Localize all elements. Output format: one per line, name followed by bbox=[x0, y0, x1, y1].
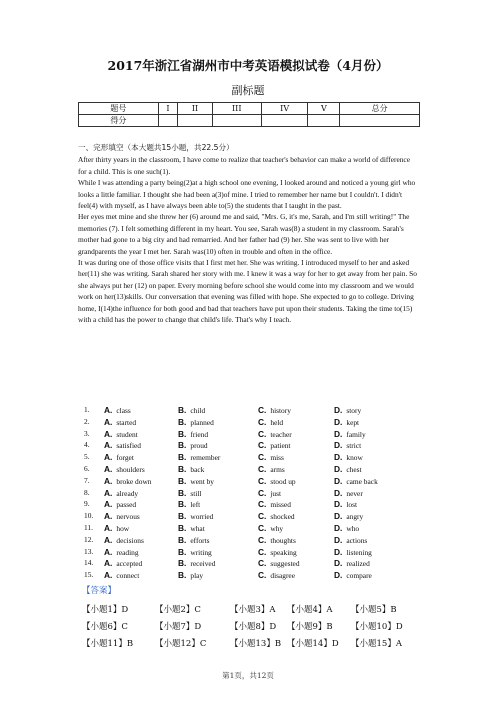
option-letter: A. bbox=[104, 558, 113, 569]
option-row bbox=[78, 523, 420, 535]
option-a bbox=[104, 570, 139, 580]
option-letter: C. bbox=[258, 511, 267, 522]
option-letter: B. bbox=[178, 546, 187, 557]
option-b bbox=[178, 405, 205, 415]
option-a bbox=[104, 405, 131, 415]
option-letter: C. bbox=[258, 428, 267, 439]
option-b bbox=[178, 523, 205, 533]
answer-item: 【小题14】D bbox=[287, 639, 339, 649]
option-letter: D. bbox=[334, 522, 343, 533]
option-a bbox=[104, 511, 140, 521]
option-letter: C. bbox=[258, 463, 267, 474]
passage-block bbox=[78, 142, 420, 326]
option-a bbox=[104, 417, 136, 427]
option-letter: D. bbox=[334, 534, 343, 545]
option-letter: A. bbox=[104, 534, 113, 545]
question-number: 14. bbox=[84, 558, 94, 568]
option-d bbox=[334, 535, 367, 545]
option-letter: A. bbox=[104, 416, 113, 427]
option-text: forget bbox=[116, 453, 134, 463]
option-d bbox=[334, 511, 363, 521]
question-number: 15. bbox=[84, 570, 94, 580]
option-letter: D. bbox=[334, 475, 343, 486]
section-heading: 一、完形填空（本大题共15小题，共22.5分） bbox=[78, 143, 234, 152]
option-b bbox=[178, 570, 203, 580]
answer-item: 【小题1】D bbox=[82, 605, 129, 615]
question-number: 1. bbox=[84, 405, 90, 414]
score-cell bbox=[158, 115, 178, 127]
option-text: how bbox=[116, 523, 130, 533]
option-d bbox=[334, 405, 361, 415]
score-cell bbox=[340, 115, 420, 127]
option-letter: C. bbox=[258, 522, 267, 533]
option-letter: C. bbox=[258, 405, 267, 415]
option-c bbox=[258, 464, 285, 474]
option-letter: B. bbox=[178, 487, 187, 498]
option-a bbox=[104, 488, 138, 498]
option-text: friend bbox=[190, 429, 209, 439]
option-b bbox=[178, 558, 215, 568]
option-letter: C. bbox=[258, 416, 267, 427]
option-letter: B. bbox=[178, 452, 187, 463]
option-text: remember bbox=[190, 453, 221, 463]
option-text: nervous bbox=[116, 512, 140, 522]
option-text: broke down bbox=[116, 476, 152, 486]
score-header-cell: II bbox=[178, 103, 212, 115]
score-cell bbox=[212, 115, 261, 127]
option-text: family bbox=[346, 429, 366, 439]
score-table-score-row bbox=[79, 115, 420, 127]
option-d bbox=[334, 464, 362, 474]
option-row bbox=[78, 570, 420, 582]
option-a bbox=[104, 452, 134, 462]
option-c bbox=[258, 476, 296, 486]
option-text: who bbox=[346, 523, 360, 533]
option-letter: B. bbox=[178, 499, 187, 510]
option-b bbox=[178, 452, 220, 462]
answer-item: 【小题3】A bbox=[230, 605, 276, 615]
option-b bbox=[178, 547, 212, 557]
option-row bbox=[78, 499, 420, 511]
option-letter: D. bbox=[334, 499, 343, 510]
option-text: stood up bbox=[270, 476, 296, 486]
option-text: planned bbox=[190, 417, 214, 427]
option-text: kept bbox=[346, 417, 360, 427]
option-letter: B. bbox=[178, 558, 187, 569]
option-c bbox=[258, 535, 296, 545]
option-text: strict bbox=[346, 441, 362, 451]
option-letter: A. bbox=[104, 452, 113, 463]
question-number: 6. bbox=[84, 463, 90, 473]
score-header-cell: 总分 bbox=[340, 103, 420, 115]
option-letter: A. bbox=[104, 522, 113, 533]
score-header-cell: IV bbox=[261, 103, 308, 115]
option-text: just bbox=[270, 488, 282, 498]
option-d bbox=[334, 440, 361, 450]
question-number: 3. bbox=[84, 428, 90, 438]
option-letter: C. bbox=[258, 499, 267, 510]
options-list bbox=[78, 405, 420, 582]
option-c bbox=[258, 405, 291, 415]
answer-item: 【小题12】C bbox=[155, 639, 207, 649]
option-text: worried bbox=[190, 512, 214, 522]
option-text: arms bbox=[270, 464, 285, 474]
option-d bbox=[334, 547, 372, 557]
option-d bbox=[334, 570, 372, 580]
option-text: already bbox=[116, 488, 139, 498]
answer-item: 【小题11】B bbox=[82, 639, 134, 649]
option-a bbox=[104, 429, 138, 439]
option-letter: C. bbox=[258, 534, 267, 545]
option-row bbox=[78, 429, 420, 441]
answer-heading: 【答案】 bbox=[82, 586, 117, 596]
score-header-cell: V bbox=[308, 103, 340, 115]
option-text: thoughts bbox=[270, 535, 296, 545]
answer-item: 【小题7】D bbox=[155, 622, 202, 632]
option-c bbox=[258, 558, 300, 568]
question-number: 8. bbox=[84, 487, 90, 497]
option-text: passed bbox=[116, 500, 137, 510]
option-d bbox=[334, 476, 378, 486]
option-d bbox=[334, 558, 370, 568]
option-text: teacher bbox=[270, 429, 292, 439]
option-letter: D. bbox=[334, 416, 343, 427]
option-a bbox=[104, 558, 142, 568]
option-c bbox=[258, 511, 295, 521]
answer-item: 【小题9】B bbox=[287, 622, 333, 632]
option-c bbox=[258, 488, 281, 498]
score-header-cell: 题号 bbox=[79, 103, 159, 115]
option-letter: A. bbox=[104, 487, 113, 498]
option-letter: B. bbox=[178, 440, 187, 451]
option-text: started bbox=[116, 417, 137, 427]
option-letter: A. bbox=[104, 475, 113, 486]
answer-item: 【小题4】A bbox=[287, 605, 333, 615]
score-table bbox=[78, 102, 420, 127]
option-row bbox=[78, 440, 420, 452]
question-number: 4. bbox=[84, 440, 90, 450]
passage-paragraph: Her eyes met mine and she threw her (6) around me and said, "Mrs. G, it's me, Sarah, and I'm still writing!" The memories (7). I felt something different in my heart. You see, Sarah was(8) a student in my classroom. Sarah's mother had gone to a big city and had remarried. And her father had (9) her. She was sent to live with her grandparents the year I met her. Sarah was(10) often in trouble and often in the office. bbox=[78, 212, 410, 256]
option-text: left bbox=[190, 500, 201, 510]
question-number: 12. bbox=[84, 534, 94, 544]
option-text: class bbox=[116, 406, 131, 415]
option-letter: D. bbox=[334, 511, 343, 522]
option-letter: A. bbox=[104, 511, 113, 522]
option-letter: C. bbox=[258, 546, 267, 557]
option-text: story bbox=[346, 406, 362, 415]
question-number: 2. bbox=[84, 416, 90, 426]
option-b bbox=[178, 499, 200, 509]
option-row bbox=[78, 405, 420, 417]
option-a bbox=[104, 547, 139, 557]
option-text: play bbox=[190, 571, 204, 581]
option-letter: A. bbox=[104, 499, 113, 510]
option-text: held bbox=[270, 417, 284, 427]
option-letter: D. bbox=[334, 428, 343, 439]
option-letter: D. bbox=[334, 546, 343, 557]
option-a bbox=[104, 476, 151, 486]
option-text: disagree bbox=[270, 571, 295, 581]
option-d bbox=[334, 499, 357, 509]
option-text: accepted bbox=[116, 559, 143, 569]
option-text: connect bbox=[116, 571, 140, 581]
option-d bbox=[334, 429, 366, 439]
option-c bbox=[258, 452, 284, 462]
option-text: received bbox=[190, 559, 216, 569]
answer-row bbox=[82, 603, 422, 615]
option-c bbox=[258, 570, 295, 580]
answer-item: 【小题8】D bbox=[230, 622, 277, 632]
page-subtitle: 副标题 bbox=[231, 84, 265, 97]
option-letter: D. bbox=[334, 440, 343, 451]
option-text: never bbox=[346, 488, 363, 498]
option-b bbox=[178, 464, 204, 474]
question-number: 13. bbox=[84, 546, 94, 556]
option-text: shocked bbox=[270, 512, 295, 522]
option-text: why bbox=[270, 523, 284, 533]
option-text: actions bbox=[346, 535, 368, 545]
option-letter: D. bbox=[334, 463, 343, 474]
option-letter: B. bbox=[178, 428, 187, 439]
option-row bbox=[78, 417, 420, 429]
option-text: writing bbox=[190, 547, 212, 557]
option-row bbox=[78, 535, 420, 547]
question-number: 9. bbox=[84, 499, 90, 509]
option-text: went by bbox=[190, 476, 214, 486]
option-text: compare bbox=[346, 571, 372, 581]
option-letter: A. bbox=[104, 463, 113, 474]
option-row bbox=[78, 452, 420, 464]
option-letter: A. bbox=[104, 440, 113, 451]
option-b bbox=[178, 417, 214, 427]
option-text: satisfied bbox=[116, 441, 142, 451]
answer-item: 【小题6】C bbox=[82, 622, 128, 632]
option-text: still bbox=[190, 488, 202, 498]
option-text: decisions bbox=[116, 535, 144, 545]
option-letter: B. bbox=[178, 475, 187, 486]
option-a bbox=[104, 440, 141, 450]
option-c bbox=[258, 523, 283, 533]
page-footer: 第1页，共12页 bbox=[222, 671, 274, 680]
option-text: speaking bbox=[270, 547, 297, 557]
option-text: listening bbox=[346, 547, 372, 557]
option-letter: B. bbox=[178, 522, 187, 533]
option-text: realized bbox=[346, 559, 370, 569]
score-cell bbox=[261, 115, 308, 127]
option-c bbox=[258, 429, 292, 439]
question-number: 5. bbox=[84, 452, 90, 462]
option-letter: C. bbox=[258, 487, 267, 498]
option-c bbox=[258, 547, 297, 557]
option-letter: B. bbox=[178, 570, 187, 581]
option-d bbox=[334, 523, 359, 533]
question-number: 7. bbox=[84, 475, 90, 485]
answer-item: 【小题2】C bbox=[155, 605, 201, 615]
option-text: shoulders bbox=[116, 464, 145, 474]
option-letter: C. bbox=[258, 475, 267, 486]
score-cell bbox=[178, 115, 212, 127]
option-letter: D. bbox=[334, 558, 343, 569]
answer-item: 【小题15】A bbox=[351, 639, 402, 649]
option-letter: B. bbox=[178, 416, 187, 427]
option-letter: A. bbox=[104, 546, 113, 557]
option-d bbox=[334, 452, 363, 462]
option-text: lost bbox=[346, 500, 358, 510]
option-letter: A. bbox=[104, 405, 113, 415]
answer-item: 【小题5】B bbox=[351, 605, 397, 615]
option-b bbox=[178, 488, 201, 498]
answer-row bbox=[82, 637, 422, 649]
option-a bbox=[104, 464, 145, 474]
answer-row bbox=[82, 620, 422, 632]
answer-item: 【小题13】B bbox=[230, 639, 282, 649]
option-text: suggested bbox=[270, 559, 300, 569]
option-text: what bbox=[190, 523, 205, 533]
option-letter: C. bbox=[258, 440, 267, 451]
option-text: miss bbox=[270, 453, 284, 463]
option-text: patient bbox=[270, 441, 291, 451]
score-row-label: 得分 bbox=[79, 115, 159, 127]
page-title: 2017年浙江省湖州市中考英语模拟试卷（4月份） bbox=[107, 58, 389, 73]
option-row bbox=[78, 511, 420, 523]
option-c bbox=[258, 499, 291, 509]
option-a bbox=[104, 535, 144, 545]
option-text: child bbox=[190, 406, 206, 415]
option-row bbox=[78, 476, 420, 488]
option-letter: A. bbox=[104, 428, 113, 439]
option-text: chest bbox=[346, 464, 362, 474]
answer-item: 【小题10】D bbox=[351, 622, 403, 632]
option-row bbox=[78, 558, 420, 570]
option-text: reading bbox=[116, 547, 139, 557]
passage-paragraph: While I was attending a party being(2)at a high school one evening, I looked around and noticed a young girl who looks a little familiar. I thought she had been a(3)of mine. I tried to remember her name but I couldn't. I didn't feel(4) with myself, as I have always been able to(5) the students that I taught in the past. bbox=[78, 178, 416, 211]
option-letter: C. bbox=[258, 570, 267, 581]
option-b bbox=[178, 429, 208, 439]
score-header-cell: III bbox=[212, 103, 261, 115]
option-a bbox=[104, 499, 136, 509]
option-letter: C. bbox=[258, 558, 267, 569]
option-d bbox=[334, 488, 363, 498]
option-text: know bbox=[346, 453, 363, 463]
option-d bbox=[334, 417, 359, 427]
option-letter: D. bbox=[334, 452, 343, 463]
option-letter: D. bbox=[334, 405, 343, 415]
option-row bbox=[78, 464, 420, 476]
option-text: proud bbox=[190, 441, 208, 451]
option-text: efforts bbox=[190, 535, 210, 545]
option-text: came back bbox=[346, 476, 378, 486]
option-letter: D. bbox=[334, 487, 343, 498]
option-text: student bbox=[116, 429, 138, 439]
option-letter: B. bbox=[178, 463, 187, 474]
option-letter: B. bbox=[178, 511, 187, 522]
option-text: back bbox=[190, 464, 205, 474]
score-table-header-row bbox=[79, 103, 420, 115]
score-cell bbox=[308, 115, 340, 127]
passage-paragraph: It was during one of those office visits that I first met her. She was writing. I introduced myself to her and asked her(11) she was writing. Sarah shared her story with me. I knew it was a way for her to get away from her pain. So she always put her (12) on paper. Every morning before school she would come into my classroom and we would work on her(13)skills. Our conversation that evening was filled with hope. She expected to go to college. Driving home, I(14)the influence for both good and bad that teachers have put upon their students. Taking the time to(15) with a child has the power to change that child's life. That's why I teach. bbox=[78, 258, 417, 325]
option-c bbox=[258, 417, 283, 427]
option-row bbox=[78, 488, 420, 500]
option-letter: D. bbox=[334, 570, 343, 581]
option-b bbox=[178, 440, 208, 450]
option-a bbox=[104, 523, 129, 533]
score-header-cell: I bbox=[158, 103, 178, 115]
option-b bbox=[178, 535, 210, 545]
option-b bbox=[178, 511, 213, 521]
option-letter: C. bbox=[258, 452, 267, 463]
passage-paragraph: After thirty years in the classroom, I have come to realize that teacher's behavior can make a world of difference for a child. This is one such(1). bbox=[78, 155, 410, 176]
question-number: 11. bbox=[84, 522, 93, 532]
option-b bbox=[178, 476, 214, 486]
option-text: angry bbox=[346, 512, 364, 522]
option-text: missed bbox=[270, 500, 291, 510]
option-c bbox=[258, 440, 291, 450]
option-row bbox=[78, 547, 420, 559]
option-letter: A. bbox=[104, 570, 113, 581]
question-number: 10. bbox=[84, 511, 94, 521]
option-letter: B. bbox=[178, 534, 187, 545]
option-text: history bbox=[270, 406, 291, 415]
option-letter: B. bbox=[178, 405, 187, 415]
